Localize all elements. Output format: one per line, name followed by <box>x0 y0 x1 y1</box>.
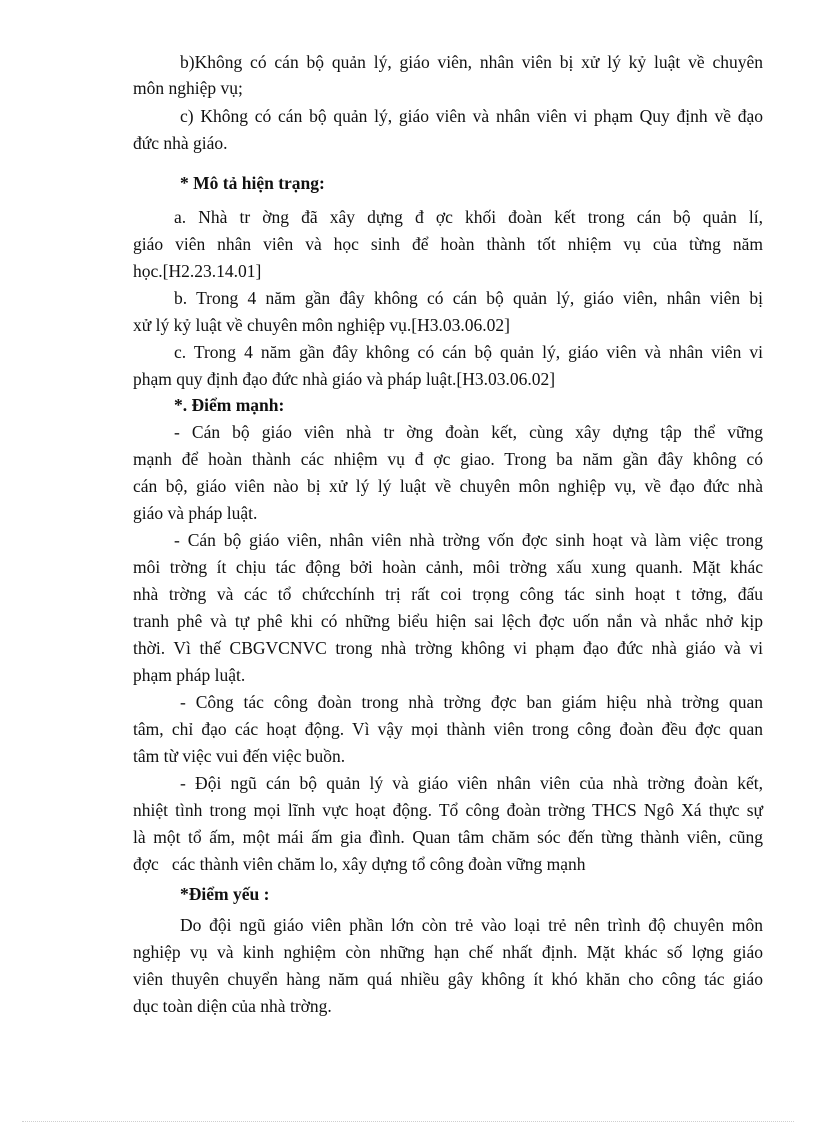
paragraph-line: c. Trong 4 năm gần đây không có cán bộ quản lý, giáo viên và nhân viên vi <box>174 342 763 362</box>
paragraph-line: mạnh để hoàn thành các nhiệm vụ đ ợc giao. Trong ba năm gần đây không có <box>133 449 763 469</box>
paragraph-line: b)Không có cán bộ quản lý, giáo viên, nhân viên bị xử lý kỷ luật về chuyên <box>180 52 763 72</box>
paragraph-line: a. Nhà tr ờng đã xây dựng đ ợc khối đoàn kết trong cán bộ quản lí, <box>174 207 763 227</box>
paragraph-line: viên thuyên chuyển hàng năm quá nhiều gây không ít khó khăn cho công tác giáo <box>133 969 763 989</box>
paragraph-line: môi trờng ít chịu tác động bởi hoàn cảnh, môi trờng xấu xung quanh. Mặt khác <box>133 557 763 577</box>
paragraph-line: giáo viên nhân viên và học sinh để hoàn thành tốt nhiệm vụ của từng năm <box>133 234 763 254</box>
section-heading-strengths: *. Điểm mạnh: <box>174 395 285 415</box>
section-heading-status: * Mô tả hiện trạng: <box>180 173 325 193</box>
paragraph-line: tranh phê và tự phê khi có những biểu hiện sai lệch đợc uốn nắn và nhắc nhở kịp <box>133 611 763 631</box>
paragraph-line: xử lý kỷ luật về chuyên môn nghiệp vụ.[H3.03.06.02] <box>133 315 510 335</box>
paragraph-line: học.[H2.23.14.01] <box>133 261 262 281</box>
paragraph-line: là một tổ ấm, một mái ấm gia đình. Quan tâm chăm sóc đến từng thành viên, cũng <box>133 827 763 847</box>
paragraph-line: - Đội ngũ cán bộ quản lý và giáo viên nhân viên của nhà trờng đoàn kết, <box>180 773 763 793</box>
paragraph-line: tâm từ việc vui đến việc buồn. <box>133 746 346 766</box>
paragraph-line: c) Không có cán bộ quản lý, giáo viên và nhân viên vi phạm Quy định về đạo <box>180 106 763 126</box>
paragraph-line: thời. Vì thế CBGVCNVC trong nhà trờng không vi phạm đạo đức nhà giáo và vi <box>133 638 763 658</box>
paragraph-line: - Công tác công đoàn trong nhà trờng đợc ban giám hiệu nhà trờng quan <box>180 692 763 712</box>
paragraph-line: Do đội ngũ giáo viên phần lớn còn trẻ vào loại trẻ nên trình độ chuyên môn <box>180 915 763 935</box>
paragraph-line: nhiệt tình trong mọi lĩnh vực hoạt động. Tổ công đoàn trờng THCS Ngô Xá thực sự <box>133 800 763 820</box>
paragraph-line: b. Trong 4 năm gần đây không có cán bộ quản lý, giáo viên, nhân viên bị <box>174 288 763 308</box>
paragraph-line: cán bộ, giáo viên nào bị xử lý lý luật về chuyên môn nghiệp vụ, về đạo đức nhà <box>133 476 763 496</box>
section-heading-weaknesses: *Điểm yếu : <box>180 884 270 904</box>
paragraph-line: nghiệp vụ và kinh nghiệm còn những hạn chế nhất định. Mặt khác số lợng giáo <box>133 942 763 962</box>
paragraph-line: - Cán bộ giáo viên, nhân viên nhà trờng vốn đợc sinh hoạt và làm việc trong <box>174 530 763 550</box>
paragraph-line: phạm pháp luật. <box>133 665 246 685</box>
page-bottom-rule <box>22 1121 794 1122</box>
paragraph-line: nhà trờng và các tổ chứcchính trị rất coi trọng công tác sinh hoạt t tởng, đấu <box>133 584 763 604</box>
paragraph-line: dục toàn diện của nhà trờng. <box>133 996 332 1016</box>
paragraph-line: tâm, chỉ đạo các hoạt động. Vì vậy mọi thành viên trong công đoàn đều đợc quan <box>133 719 763 739</box>
paragraph-line: giáo và pháp luật. <box>133 503 258 523</box>
paragraph-line: - Cán bộ giáo viên nhà tr ờng đoàn kết, cùng xây dựng tập thể vững <box>174 422 763 442</box>
paragraph-line: đức nhà giáo. <box>133 133 228 153</box>
paragraph-line: đợc các thành viên chăm lo, xây dựng tổ công đoàn vững mạnh <box>133 854 586 874</box>
paragraph-line: phạm quy định đạo đức nhà giáo và pháp luật.[H3.03.06.02] <box>133 369 556 389</box>
paragraph-line: môn nghiệp vụ; <box>133 78 243 98</box>
